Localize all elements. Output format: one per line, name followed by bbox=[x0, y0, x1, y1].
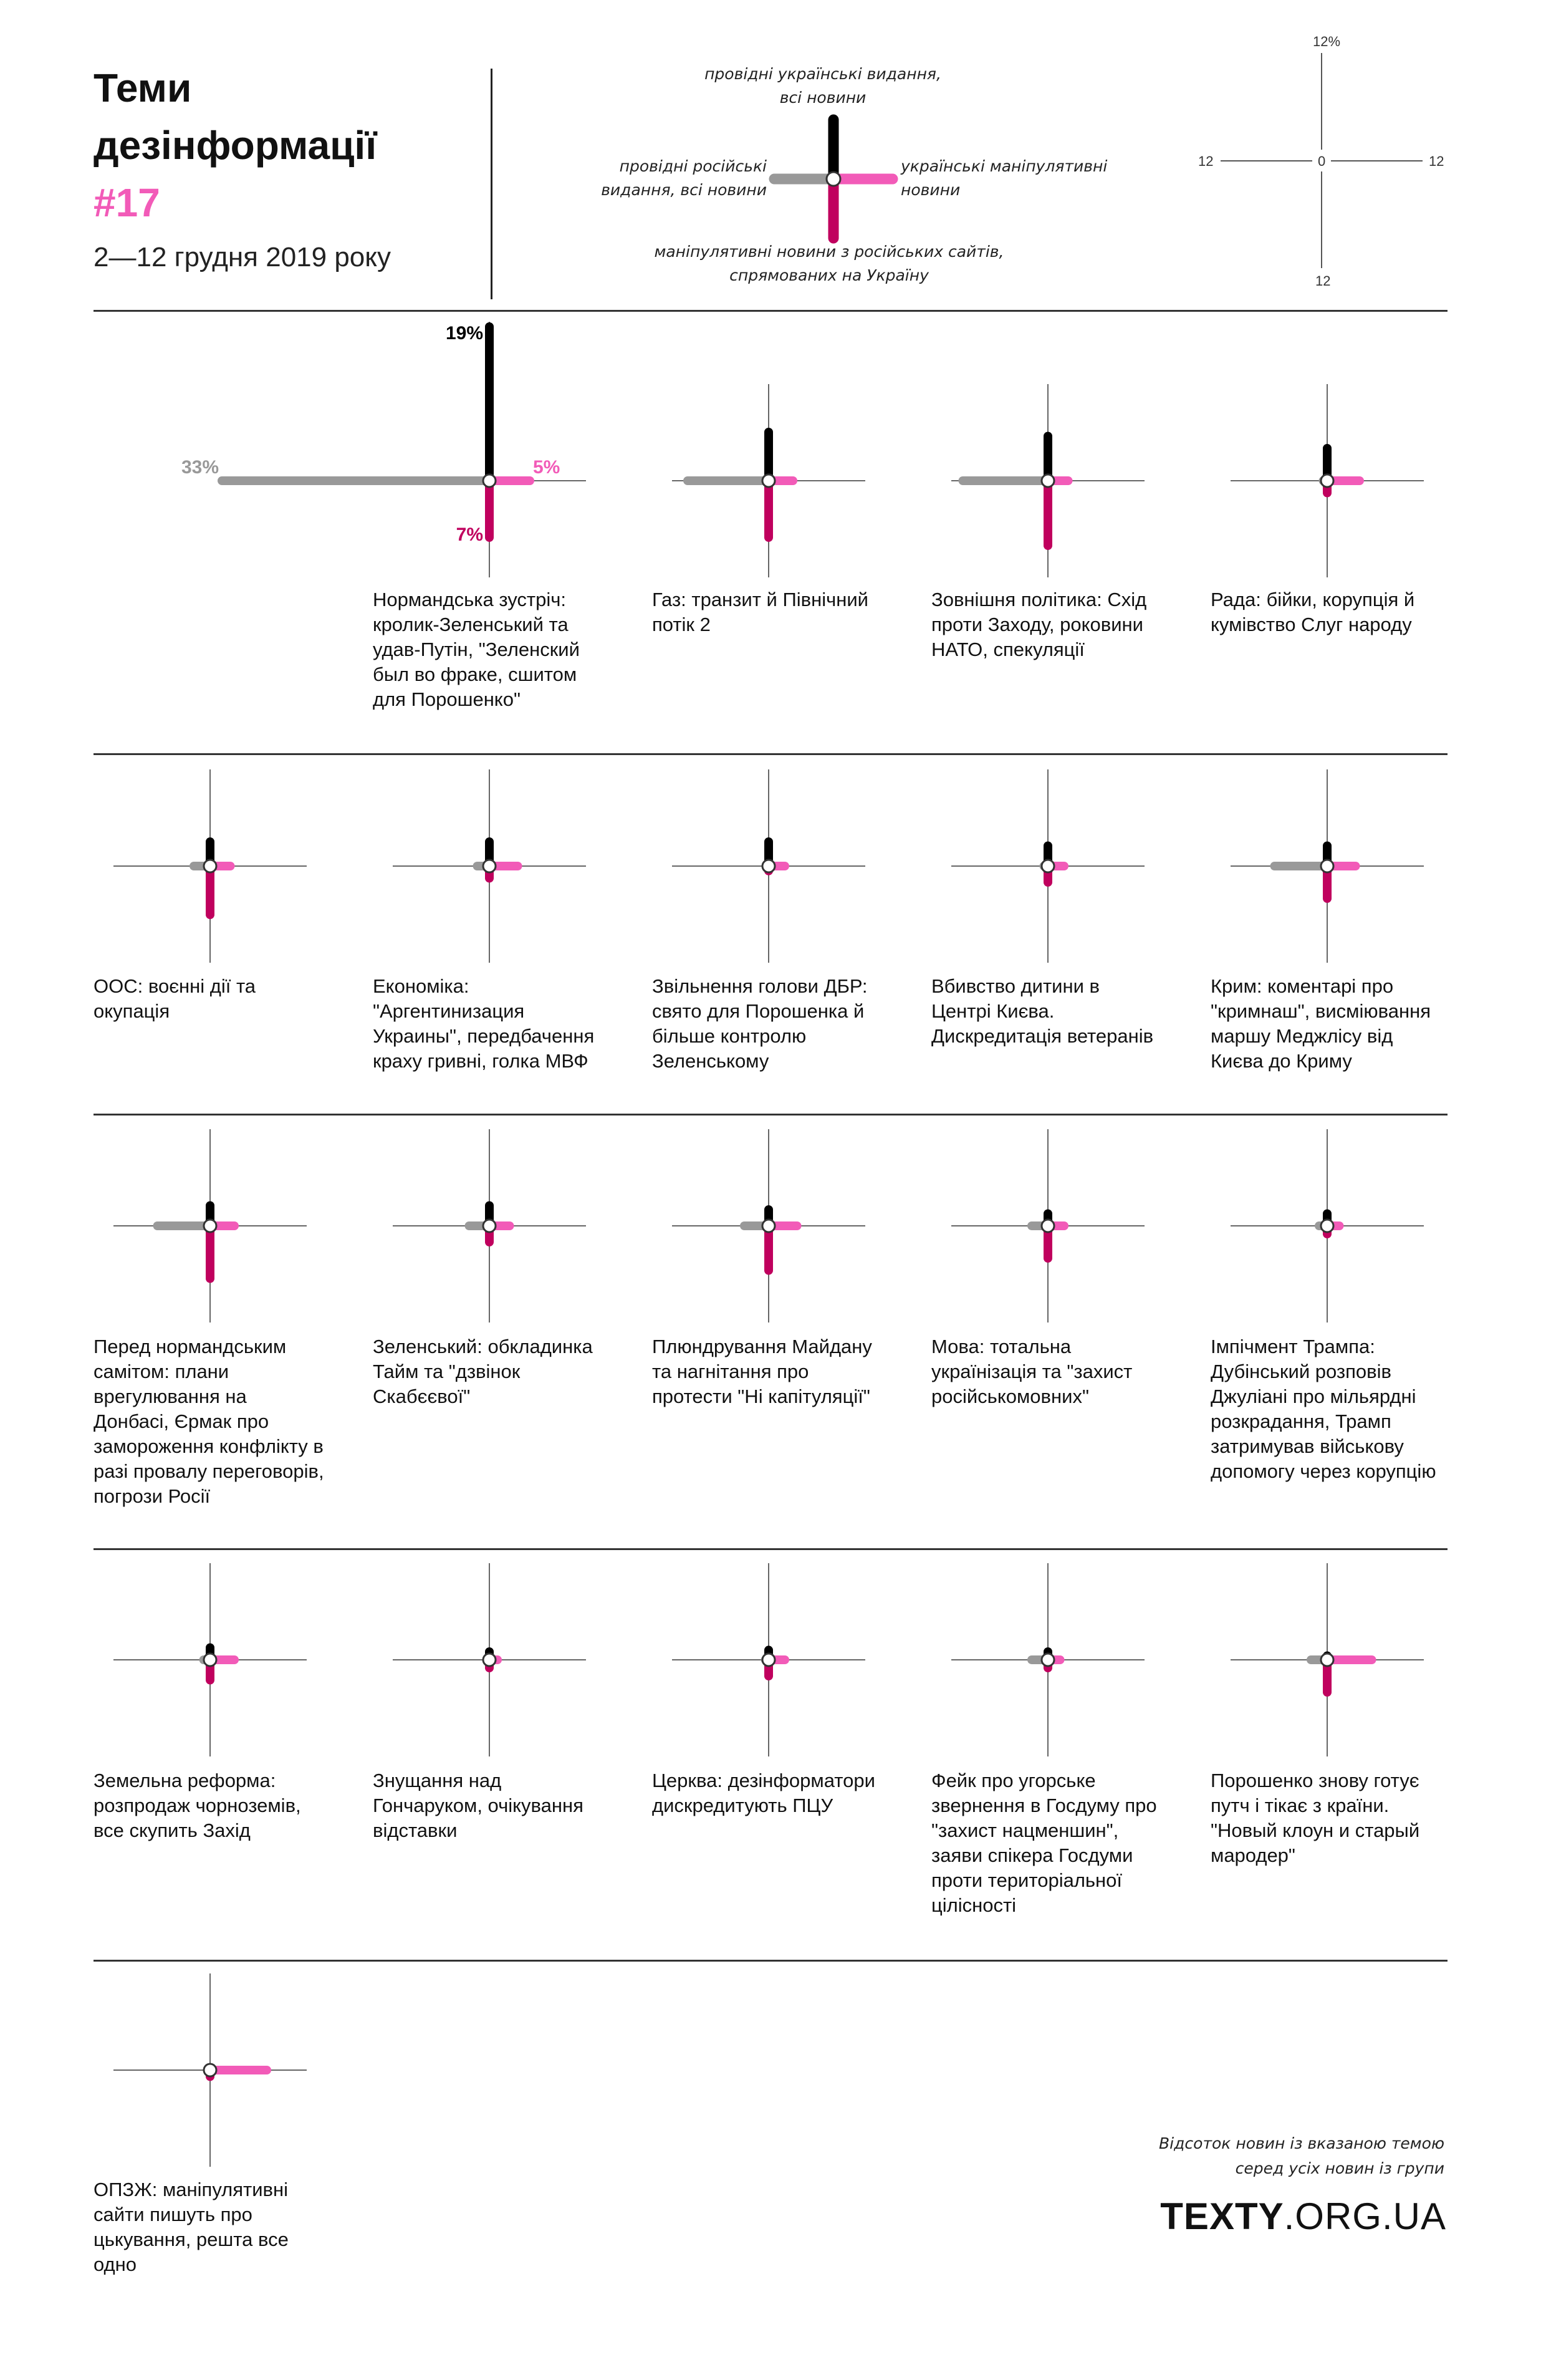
topic-11-center-dot bbox=[483, 1220, 496, 1232]
topic-2-caption: Газ: транзит й Північний потік 2 bbox=[652, 589, 868, 635]
footnote-line-1: Відсоток новин із вказаною темою bbox=[1159, 2134, 1444, 2152]
topic-16-caption: Знущання над Гончаруком, очікування відставки bbox=[373, 1770, 583, 1841]
topic-13-caption: Мова: тотальна українізація та "захист російськомовних" bbox=[931, 1336, 1133, 1407]
topic-13-center-dot bbox=[1042, 1220, 1054, 1232]
scale-top-label: 12% bbox=[1313, 34, 1341, 49]
topic-20-center-dot bbox=[204, 2064, 216, 2076]
topic-5-caption: ООС: воєнні дії та окупація bbox=[94, 975, 256, 1022]
scale-center-label: 0 bbox=[1318, 153, 1326, 169]
topic-6-center-dot bbox=[483, 860, 496, 872]
topic-1-label-down: 7% bbox=[456, 524, 483, 545]
topic-18-caption: Фейк про угорське звернення в Госдуму про "захист нацменшин", заяви спікера Госдуми проти територіальної цілісності bbox=[931, 1770, 1157, 1916]
logo bbox=[1160, 2195, 1446, 2238]
legend-right-label: українські маніпулятивні новини bbox=[901, 157, 1108, 199]
topic-10-center-dot bbox=[204, 1220, 216, 1232]
topic-12-center-dot bbox=[762, 1220, 775, 1232]
issue-number: #17 bbox=[94, 180, 160, 225]
topic-3-center-dot bbox=[1042, 475, 1054, 487]
topic-1-label-up: 19% bbox=[445, 323, 483, 344]
logo-bold: TEXTY bbox=[1160, 2195, 1284, 2237]
topic-5-center-dot bbox=[204, 860, 216, 872]
scale-right-label: 12 bbox=[1429, 153, 1444, 169]
date-range: 2—12 грудня 2019 року bbox=[94, 242, 391, 272]
topic-11-caption: Зеленський: обкладинка Тайм та "дзвінок Скабєєвої" bbox=[373, 1336, 593, 1407]
topic-10-caption: Перед нормандським самітом: плани врегулювання на Донбасі, Єрмак про замороження конфлікту в разі провалу переговорів, погрози Росії bbox=[94, 1336, 324, 1507]
logo-light: .ORG.UA bbox=[1284, 2195, 1446, 2237]
topic-7-center-dot bbox=[762, 860, 775, 872]
topic-15-caption: Земельна реформа: розпродаж чорноземів, все скупить Захід bbox=[94, 1770, 301, 1841]
footnote bbox=[1159, 2131, 1444, 2181]
topic-8-center-dot bbox=[1042, 860, 1054, 872]
topic-8-caption: Вбивство дитини в Центрі Києва. Дискредитація ветеранів bbox=[931, 975, 1154, 1047]
topic-1-center-dot bbox=[483, 475, 496, 487]
topic-1-caption: Нормандська зустріч: кролик-Зеленський та удав-Путін, "Зеленский был во фраке, сшитом для Порошенко" bbox=[373, 589, 580, 710]
topic-1-label-left: 33% bbox=[181, 457, 219, 478]
topic-19-caption: Порошенко знову готує путч і тікає з країни. "Новый клоун и старый мародер" bbox=[1211, 1770, 1420, 1866]
topic-7-caption: Звільнення голови ДБР: свято для Порошенка й більше контролю Зеленському bbox=[652, 975, 868, 1072]
topic-9-center-dot bbox=[1321, 860, 1333, 872]
topic-4-center-dot bbox=[1321, 475, 1333, 487]
topic-18-center-dot bbox=[1042, 1654, 1054, 1666]
scale-left-label: 12 bbox=[1198, 153, 1214, 169]
topic-4-caption: Рада: бійки, корупція й кумівство Слуг народу bbox=[1211, 589, 1415, 635]
topic-3-caption: Зовнішня політика: Схід проти Заходу, роковини НАТО, спекуляції bbox=[931, 589, 1147, 660]
topic-16-center-dot bbox=[483, 1654, 496, 1666]
topic-17-caption: Церква: дезінформатори дискредитують ПЦУ bbox=[652, 1770, 875, 1816]
legend-center-dot bbox=[827, 172, 840, 186]
topic-6-caption: Економіка: "Аргентинизация Украины", передбачення краху гривні, голка МВФ bbox=[373, 975, 595, 1072]
title-line-2: дезінформації bbox=[94, 123, 377, 168]
topic-20-caption: ОПЗЖ: маніпулятивні сайти пишуть про цькування, решта все одно bbox=[94, 2179, 289, 2275]
topic-12-caption: Плюндрування Майдану та нагнітання про протести "Ні капітуляції" bbox=[652, 1336, 872, 1407]
footnote-line-2: серед усіх новин із групи bbox=[1235, 2159, 1444, 2177]
scale-bottom-label: 12 bbox=[1315, 273, 1331, 289]
topic-15-center-dot bbox=[204, 1654, 216, 1666]
title-line-1: Теми bbox=[94, 65, 192, 110]
topic-14-caption: Імпічмент Трампа: Дубінський розповів Джуліані про мільярдні розкрадання, Трамп затримував військову допомогу через корупцію bbox=[1211, 1336, 1436, 1482]
legend-left-label: провідні російські видання, всі новини bbox=[601, 157, 767, 199]
legend-top-label: провідні українські видання, всі новини bbox=[704, 65, 941, 107]
topic-9-caption: Крим: коментарі про "кримнаш", висміювання маршу Меджлісу від Києва до Криму bbox=[1211, 975, 1431, 1072]
topic-19-center-dot bbox=[1321, 1654, 1333, 1666]
topic-2-center-dot bbox=[762, 475, 775, 487]
topic-1-label-right: 5% bbox=[533, 457, 560, 478]
legend-bottom-label: маніпулятивні новини з російських сайтів, спрямованих на Україну bbox=[654, 243, 1004, 284]
topic-17-center-dot bbox=[762, 1654, 775, 1666]
topic-14-center-dot bbox=[1321, 1220, 1333, 1232]
